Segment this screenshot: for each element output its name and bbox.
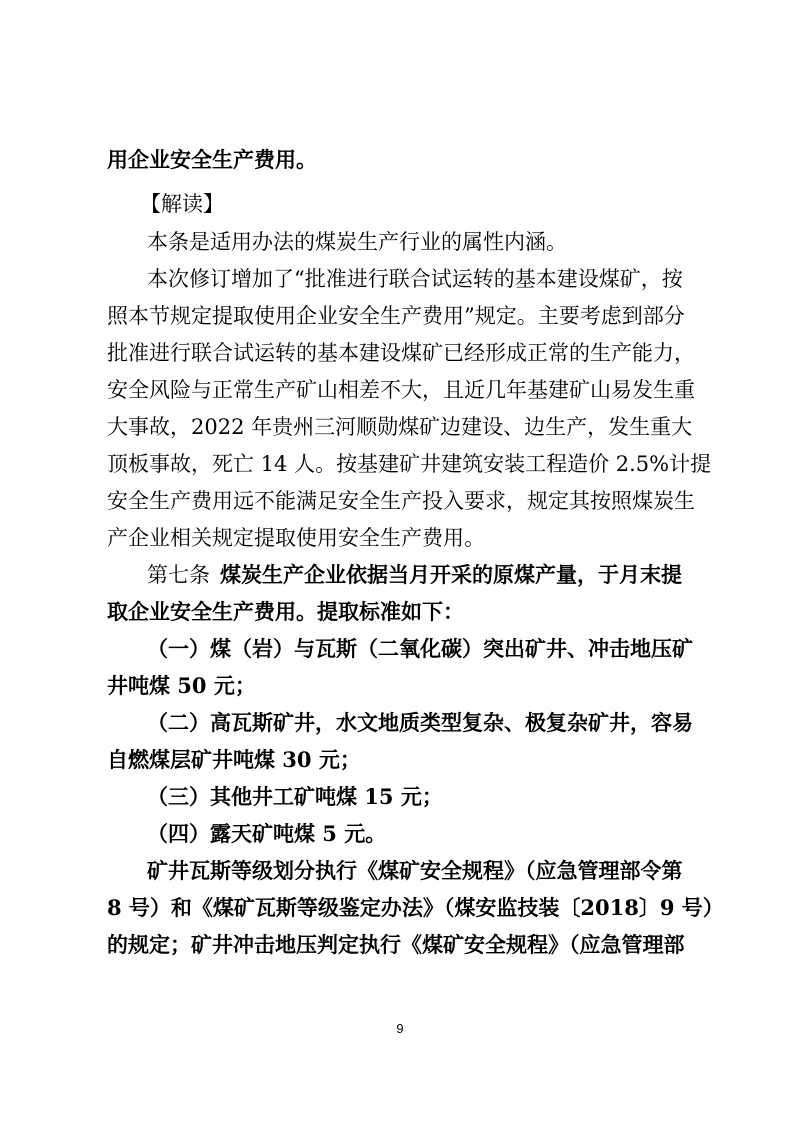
text-line-1: [0, 142, 793, 178]
text-content: 取企业安全生产费用。提取标准如下：: [107, 599, 464, 624]
page-number: 9: [396, 1021, 404, 1036]
text-line-14: [0, 631, 793, 667]
text-content: 井吨煤 50 元；: [107, 673, 256, 698]
text-content: 用企业安全生产费用。: [107, 147, 317, 172]
text-line-7: [0, 372, 793, 408]
text-line-4: [0, 261, 793, 297]
article-label: 第七条: [147, 563, 210, 587]
text-line-22: [0, 927, 793, 963]
text-content: 产企业相关规定提取使用安全生产费用。: [107, 526, 485, 550]
text-content: 煤炭生产企业依据当月开采的原煤产量，于月末提: [220, 562, 682, 587]
text-content: （三）其他井工矿吨煤 15 元；: [147, 784, 443, 809]
text-line-13: [0, 594, 793, 630]
text-line-20: [0, 853, 793, 889]
text-line-2: [0, 186, 793, 222]
text-content: 顶板事故，死亡 14 人。按基建矿井建筑安装工程造价 2.5%计提: [107, 452, 712, 476]
text-content: （一）煤（岩）与瓦斯（二氧化碳）突出矿井、冲击地压矿: [147, 636, 693, 661]
text-content: 本条是适用办法的煤炭生产行业的属性内涵。: [147, 230, 567, 254]
text-line-9: [0, 446, 793, 482]
text-content: 自燃煤层矿井吨煤 30 元；: [107, 747, 361, 772]
text-content: 安全生产费用远不能满足安全生产投入要求，规定其按照煤炭生: [107, 489, 695, 513]
text-content: （二）高瓦斯矿井，水文地质类型复杂、极复杂矿井，容易: [147, 710, 693, 735]
text-line-11: [0, 520, 793, 556]
text-content: 矿井瓦斯等级划分执行《煤矿安全规程》（应急管理部令第: [147, 858, 683, 883]
text-line-5: [0, 298, 793, 334]
text-content: 照本节规定提取使用企业安全生产费用”规定。主要考虑到部分: [107, 304, 685, 328]
text-line-21: [0, 890, 793, 926]
text-content: （四）露天矿吨煤 5 元。: [147, 821, 387, 846]
text-line-6: [0, 335, 793, 371]
text-line-17: [0, 742, 793, 778]
text-line-12: [0, 557, 793, 593]
text-content: 【解读】: [140, 192, 224, 216]
text-line-8: [0, 409, 793, 445]
text-content: 8 号）和《煤矿瓦斯等级鉴定办法》（煤安监技装〔2018〕9 号）: [107, 895, 724, 920]
text-line-15: [0, 668, 793, 704]
text-content: 的规定；矿井冲击地压判定执行《煤矿安全规程》（应急管理部: [107, 932, 685, 957]
text-content: 大事故，2022 年贵州三河顺勋煤矿边建设、边生产，发生重大: [107, 415, 693, 439]
text-line-18: [0, 779, 793, 815]
text-line-10: [0, 483, 793, 519]
text-line-19: [0, 816, 793, 852]
text-content: 本次修订增加了“批准进行联合试运转的基本建设煤矿，按: [147, 267, 683, 291]
text-line-3: [0, 224, 793, 260]
text-line-16: [0, 705, 793, 741]
text-content: 批准进行联合试运转的基本建设煤矿已经形成正常的生产能力，: [107, 341, 695, 365]
text-content: 安全风险与正常生产矿山相差不大，且近几年基建矿山易发生重: [107, 378, 695, 402]
